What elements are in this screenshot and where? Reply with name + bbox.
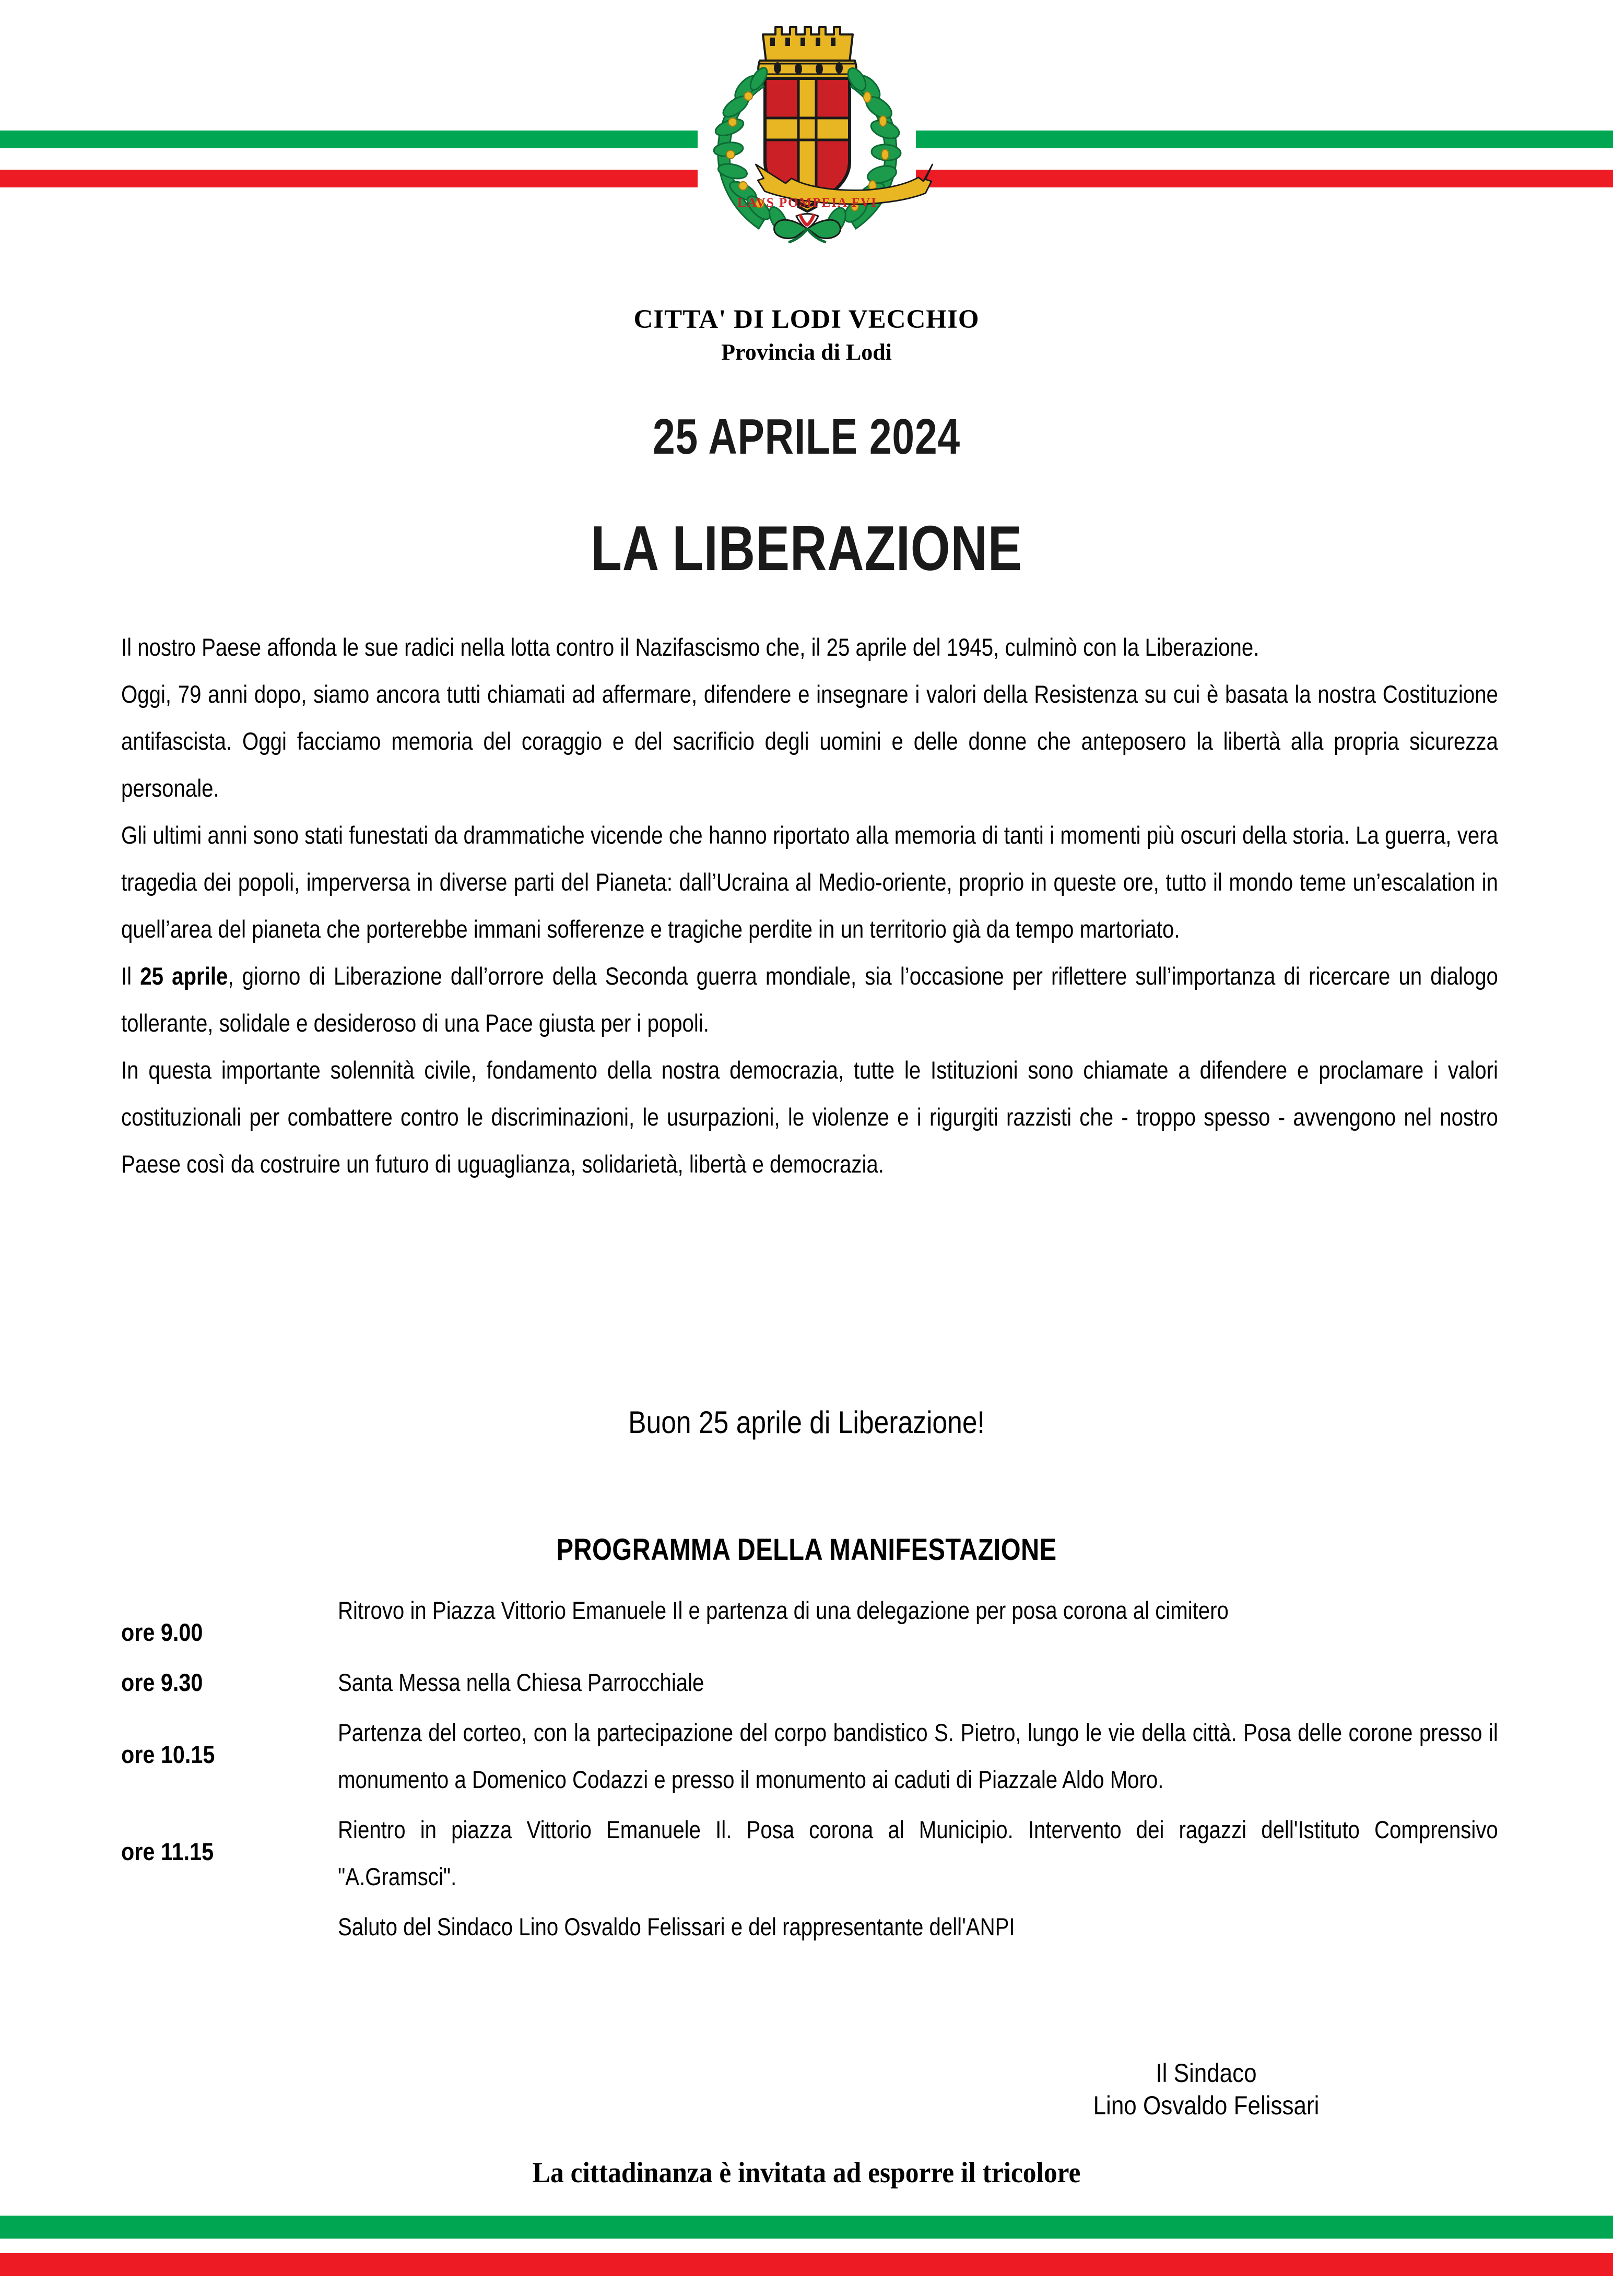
program-time: ore 9.30: [121, 1668, 203, 1696]
paragraph-2: [121, 671, 1498, 812]
announcement-body: [121, 624, 1498, 1188]
program-description: [338, 1903, 1498, 1950]
greeting-line: Buon 25 aprile di Liberazione!: [628, 1405, 985, 1440]
program-row: [121, 1806, 1498, 1900]
program-section-heading: PROGRAMMA DELLA MANIFESTAZIONE: [556, 1533, 1057, 1567]
program-row: [121, 1709, 1498, 1803]
event-date-title: 25 APRILE 2024: [653, 409, 960, 465]
page-title-city: CITTA' DI LODI VECCHIO: [633, 305, 980, 334]
program-time: ore 10.15: [121, 1741, 215, 1768]
event-main-title: LA LIBERAZIONE: [591, 513, 1022, 584]
program-row: [121, 1659, 1498, 1706]
program-description: [338, 1806, 1498, 1900]
paragraph-5: [121, 1047, 1498, 1188]
program-description-text: Ritrovo in Piazza Vittorio Emanuele Il e partenza di una delegazione per posa corona al cimitero: [338, 1596, 1229, 1624]
paragraph-4-text: [121, 953, 1498, 1047]
program-schedule-list: [121, 1587, 1498, 1954]
paragraph-1-text: Il nostro Paese affonda le sue radici nella lotta contro il Nazifascismo che, il 25 aprile del 1945, culminò con la Liberazione.: [121, 633, 1259, 661]
coat-of-arms-emblem: [680, 4, 934, 265]
paragraph-4-rest: , giorno di Liberazione dall’orrore della Seconda guerra mondiale, sia l’occasione per riflettere sull’importanza di ricercare un dialogo tollerante, solidale e desideroso di una Pace giusta per i popoli.: [121, 962, 1498, 1037]
paragraph-1: [121, 624, 1498, 671]
paragraph-3: [121, 812, 1498, 953]
signature-name: Lino Osvaldo Felissari: [1093, 2091, 1320, 2120]
program-description: [338, 1659, 1498, 1706]
signature-role: Il Sindaco: [1156, 2058, 1257, 2088]
program-description-text: Partenza del corteo, con la partecipazione del corpo bandistico S. Pietro, lungo le vie della città. Posa delle corone presso il monumento a Domenico Codazzi e presso il monumento ai caduti di Piazzale Aldo Moro.: [338, 1719, 1498, 1793]
program-row: [121, 1903, 1498, 1950]
paragraph-2-text: Oggi, 79 anni dopo, siamo ancora tutti chiamati ad affermare, difendere e insegnare i valori della Resistenza su cui è basata la nostra Costituzione antifascista. Oggi facciamo memoria del coraggio e del sacrificio degli uomini e delle donne che anteposero la libertà alla propria sicurezza personale.: [121, 680, 1498, 802]
program-description-text: Rientro in piazza Vittorio Emanuele Il. Posa corona al Municipio. Intervento dei ragazzi dell'Istituto Comprensivo "A.Gramsci".: [338, 1816, 1498, 1890]
tricolor-band-bottom-red: [0, 2253, 1613, 2276]
footer-invitation: La cittadinanza è invitata ad esporre il tricolore: [532, 2157, 1081, 2189]
program-description-text: Saluto del Sindaco Lino Osvaldo Felissari e del rappresentante dell'ANPI: [338, 1913, 1015, 1940]
program-description: [338, 1709, 1498, 1803]
paragraph-4: [121, 953, 1498, 1047]
signature-block: [919, 2057, 1493, 2122]
motto-text: LAVS POMPEIA FVI: [737, 196, 877, 210]
program-description: [338, 1587, 1498, 1634]
program-time: ore 11.15: [121, 1838, 214, 1865]
paragraph-3-text: Gli ultimi anni sono stati funestati da drammatiche vicende che hanno riportato alla memoria di tanti i momenti più oscuri della storia. La guerra, vera tragedia dei popoli, imperversa in diverse parti del Pianeta: dall’Ucraina al Medio-oriente, proprio in queste ore, tutto il mondo teme un’escalation in quell’area del pianeta che porterebbe immani sofferenze e tragiche perdite in un territorio già da tempo martoriato.: [121, 821, 1498, 943]
program-time: ore 9.00: [121, 1618, 203, 1646]
paragraph-5-text: In questa importante solennità civile, fondamento della nostra democrazia, tutte le Istituzioni sono chiamate a difendere e proclamare i valori costituzionali per combattere contro le discriminazioni, le usurpazioni, le violenze e i rigurgiti razzisti che - troppo spesso - avvengono nel nostro Paese così da costruire un futuro di uguaglianza, solidarietà, libertà e democrazia.: [121, 1056, 1498, 1178]
paragraph-4-emphasis: 25 aprile: [140, 962, 228, 990]
paragraph-4-prefix: Il: [121, 962, 140, 990]
program-description-text: Santa Messa nella Chiesa Parrocchiale: [338, 1668, 704, 1696]
program-row: [121, 1587, 1498, 1656]
page-subtitle-province: Provincia di Lodi: [721, 339, 892, 365]
tricolor-band-bottom-green: [0, 2216, 1613, 2239]
